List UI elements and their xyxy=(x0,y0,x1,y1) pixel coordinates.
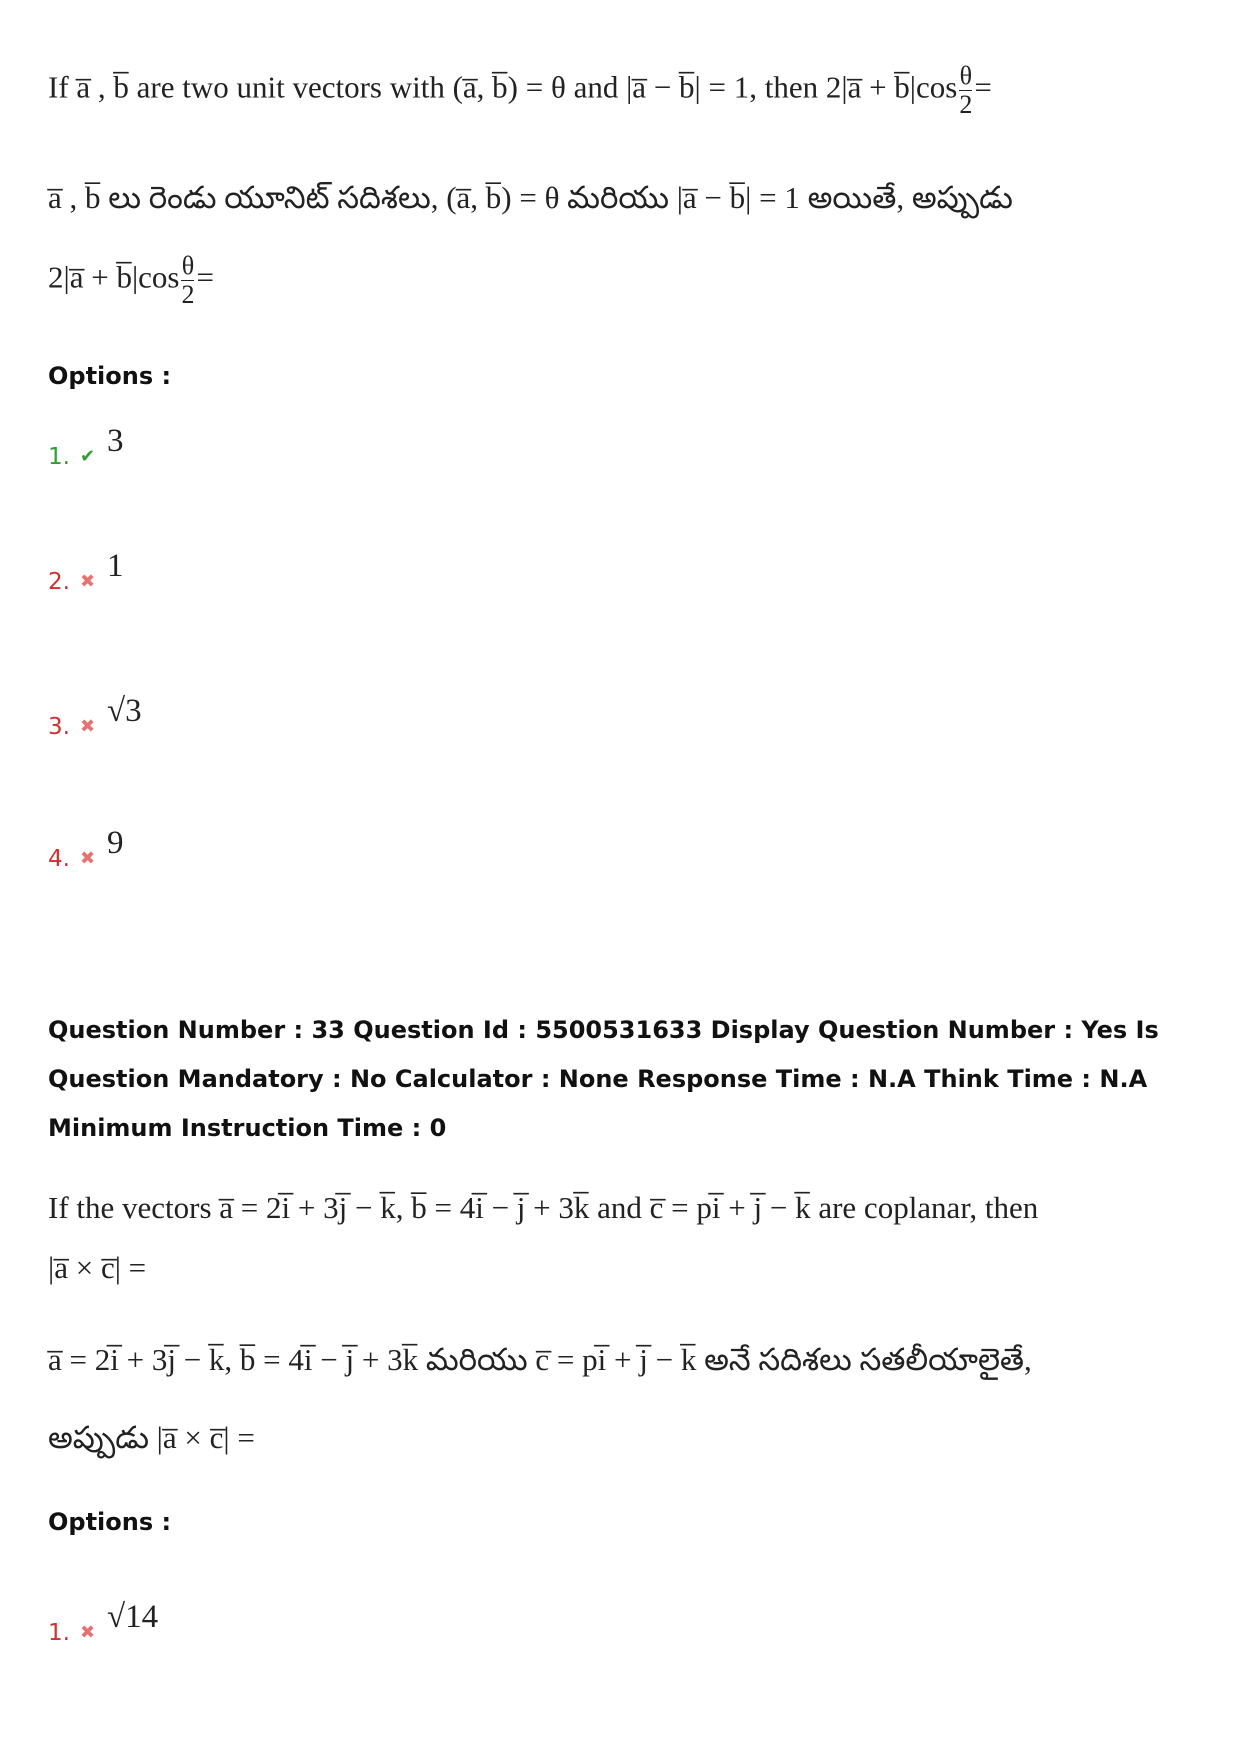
q32-expr-equals: = xyxy=(196,259,214,295)
q33-english-text: If the vectors a̅ = 2i̅ + 3j̅ − k̅, b̅ = 4i̅ − j̅ + 3k̅ and c̅ = pi̅ + j̅ − k̅ are coplanar, then xyxy=(48,1190,1039,1225)
q33-options-label: Options : xyxy=(48,1508,172,1536)
check-icon: ✔ xyxy=(79,446,96,467)
q33-metadata: Question Number : 33 Question Id : 5500531633 Display Question Number : Yes Is Question Mandatory : No Calculator : None Response Time : N.A Think Time : N.A Minimum Instruction Time : 0 xyxy=(48,1016,1159,1142)
q32-telugu-expression xyxy=(48,252,214,309)
q32-expr-fraction xyxy=(181,252,194,309)
option-value: 9 xyxy=(107,825,124,861)
q32-option-1[interactable] xyxy=(48,420,124,470)
cross-icon: ✖ xyxy=(79,848,96,869)
option-number: 1. xyxy=(48,1620,70,1646)
q32-expr-frac-num: θ xyxy=(181,251,195,280)
q32-option-4[interactable] xyxy=(48,822,124,872)
cross-icon: ✖ xyxy=(79,716,96,737)
q32-equals: = xyxy=(974,69,992,105)
q32-frac-den: 2 xyxy=(959,90,973,119)
option-value: √14 xyxy=(107,1599,159,1635)
option-number: 4. xyxy=(48,846,70,872)
q33-english-expression: |a̅ × c̅| = xyxy=(48,1250,147,1285)
cross-icon: ✖ xyxy=(79,1622,96,1643)
cross-icon: ✖ xyxy=(79,571,96,592)
q32-english-text xyxy=(48,62,992,119)
q32-option-2[interactable] xyxy=(48,545,124,595)
option-number: 2. xyxy=(48,569,70,595)
option-value: 1 xyxy=(107,548,124,584)
q32-option-3[interactable] xyxy=(48,690,142,740)
option-value: √3 xyxy=(107,693,142,729)
q32-expr-frac-den: 2 xyxy=(181,280,195,309)
q33-telugu-text: a̅ = 2i̅ + 3j̅ − k̅, b̅ = 4i̅ − j̅ + 3k̅ మరియు c̅ = pi̅ + j̅ − k̅ అనే సదిశలు సతలీయాలైతే, xyxy=(48,1342,1032,1377)
option-number: 1. xyxy=(48,444,70,470)
q33-option-1[interactable] xyxy=(48,1596,158,1646)
q32-fraction xyxy=(959,62,972,119)
q32-english-body: If a̅ , b̅ are two unit vectors with (a̅, b̅) = θ and |a̅ − b̅| = 1, then 2|a̅ + b̅|cos xyxy=(48,69,958,105)
q32-expr-lead: 2|a̅ + b̅|cos xyxy=(48,259,180,295)
q32-options-label: Options : xyxy=(48,362,172,390)
q33-telugu-expression: అప్పుడు |a̅ × c̅| = xyxy=(48,1420,255,1455)
option-number: 3. xyxy=(48,714,70,740)
q32-frac-num: θ xyxy=(959,61,973,90)
option-value: 3 xyxy=(107,423,124,459)
q32-telugu-text: a̅ , b̅ లు రెండు యూనిట్ సదిశలు, (a̅, b̅) = θ మరియు |a̅ − b̅| = 1 అయితే, అప్పుడు xyxy=(48,180,1013,215)
